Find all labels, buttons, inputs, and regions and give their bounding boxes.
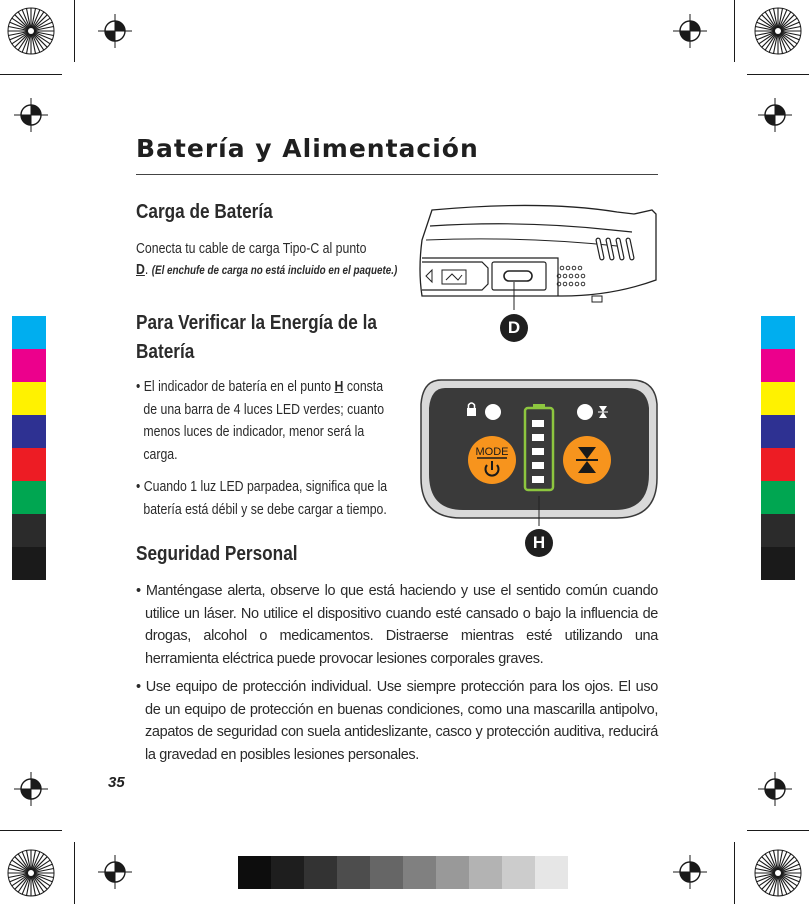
starburst-target-icon xyxy=(753,848,803,898)
gray-swatch xyxy=(436,856,469,889)
color-swatch xyxy=(761,316,795,349)
starburst-target-icon xyxy=(6,6,56,56)
point-d-label: D xyxy=(136,261,145,278)
color-swatch xyxy=(761,448,795,481)
color-swatch xyxy=(12,514,46,547)
safety-paragraph-2: • Use equipo de protección individual. Use siempre protección para los ojos. El uso de un equipo de protección en buenas condiciones, como una mascarilla antipolvo, zapatos de seguridad con suela antideslizante, casco y protección auditiva, reducirá la gravedad en posibles lesiones personales. xyxy=(136,679,658,763)
gray-swatch xyxy=(502,856,535,889)
color-swatch xyxy=(12,316,46,349)
registration-mark-icon xyxy=(673,855,707,889)
energy-bullet-1: • El indicador de batería en el punto H consta de una barra de 4 luces LED verdes; cuanto menos luces de indicador, menor será la carga. xyxy=(136,378,385,463)
starburst-target-icon xyxy=(753,6,803,56)
registration-mark-icon xyxy=(14,98,48,132)
registration-mark-icon xyxy=(98,855,132,889)
heading-battery-charge: Carga de Batería xyxy=(136,201,273,223)
color-bar-right xyxy=(761,316,795,580)
gray-swatch xyxy=(271,856,304,889)
mode-label: MODE xyxy=(475,446,509,458)
gray-swatch xyxy=(403,856,436,889)
color-swatch xyxy=(761,514,795,547)
control-panel-illustration xyxy=(417,376,661,526)
title-divider xyxy=(136,174,658,175)
gray-scale-bar xyxy=(238,856,568,889)
registration-mark-icon xyxy=(758,98,792,132)
color-swatch xyxy=(761,547,795,580)
gray-swatch xyxy=(304,856,337,889)
energy-bullet-2: • Cuando 1 luz LED parpadea, significa que la batería está débil y se debe cargar a tiempo. xyxy=(136,478,388,518)
gray-swatch xyxy=(535,856,568,889)
registration-mark-icon xyxy=(758,772,792,806)
registration-mark-icon xyxy=(673,14,707,48)
gray-swatch xyxy=(370,856,403,889)
gray-swatch xyxy=(337,856,370,889)
color-swatch xyxy=(12,481,46,514)
color-swatch xyxy=(761,481,795,514)
safety-paragraph-1: • Manténgase alerta, observe lo que está haciendo y use el sentido común cuando utilice un láser. No utilice el dispositivo cuando esté cansado o bajo la influencia de drogas, alcohol o medicamentos. Distraerse mientras esté utilizando una herramienta eléctrica puede provocar lesiones corporales graves. xyxy=(136,583,658,667)
charger-note: (El enchufe de carga no está incluido en el paquete.) xyxy=(151,263,398,277)
charging-port-illustration xyxy=(412,200,662,310)
heading-personal-safety: Seguridad Personal xyxy=(136,543,298,565)
color-swatch xyxy=(12,349,46,382)
color-swatch xyxy=(12,448,46,481)
color-swatch xyxy=(12,382,46,415)
color-swatch xyxy=(12,415,46,448)
page-title: Batería y Alimentación xyxy=(136,134,479,163)
heading-check-energy: Para Verificar la Energía de la Batería xyxy=(136,312,377,363)
color-swatch xyxy=(761,415,795,448)
color-swatch xyxy=(12,547,46,580)
color-swatch xyxy=(761,382,795,415)
charge-instructions: Conecta tu cable de carga Tipo-C al punto D. (El enchufe de carga no está incluido en el paquete.) xyxy=(136,240,398,278)
callout-h: H xyxy=(525,529,553,557)
safety-paragraphs xyxy=(136,580,658,772)
gray-swatch xyxy=(238,856,271,889)
gray-swatch xyxy=(469,856,502,889)
registration-mark-icon xyxy=(14,772,48,806)
registration-mark-icon xyxy=(98,14,132,48)
color-swatch xyxy=(761,349,795,382)
callout-d: D xyxy=(500,314,528,342)
color-bar-left xyxy=(12,316,46,580)
starburst-target-icon xyxy=(6,848,56,898)
page-number: 35 xyxy=(108,774,125,791)
point-h-label: H xyxy=(334,378,344,395)
